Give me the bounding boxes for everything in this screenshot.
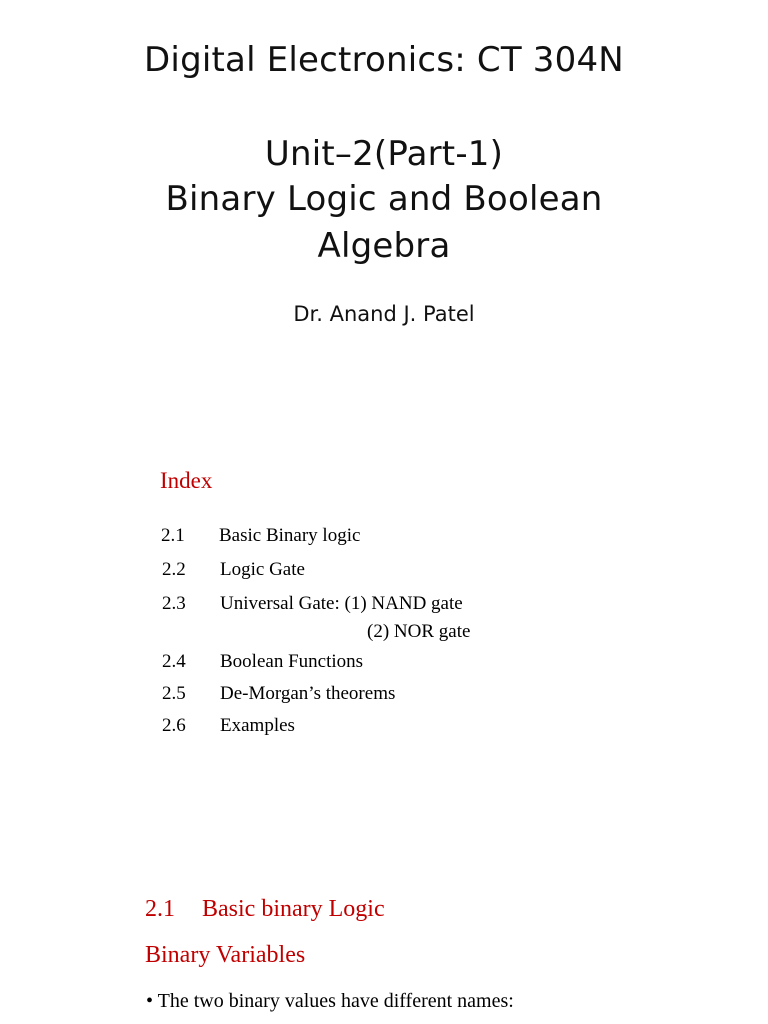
index-item — [162, 682, 395, 706]
index-item-number: 2.2 — [162, 559, 186, 580]
subtitle-line-2: Algebra — [317, 226, 451, 266]
index-item-label: Boolean Functions — [220, 651, 364, 672]
index-item-label: Basic Binary logic — [219, 525, 361, 546]
unit-title: Unit–2(Part-1) — [264, 134, 504, 174]
course-title: Digital Electronics: CT 304N — [144, 40, 624, 80]
index-item-label: Logic Gate — [220, 559, 305, 580]
index-item-number: 2.1 — [161, 525, 185, 546]
index-item-label: Examples — [220, 715, 295, 736]
index-item-label: Universal Gate: (1) NAND gate — [220, 593, 463, 614]
section-title: Basic binary Logic — [202, 896, 385, 922]
author-name: Dr. Anand J. Patel — [293, 302, 475, 326]
index-item — [162, 650, 363, 674]
index-item — [162, 558, 305, 582]
index-item-number: 2.5 — [162, 683, 186, 704]
bullet-marker: • — [146, 990, 154, 1012]
index-item-label: De-Morgan’s theorems — [220, 683, 396, 704]
subtitle-line-1: Binary Logic and Boolean — [165, 179, 603, 219]
index-slide — [0, 432, 768, 842]
sub-heading: Binary Variables — [145, 942, 306, 968]
section-heading — [145, 894, 385, 924]
bullet-item — [146, 988, 514, 1014]
index-item-number: 2.6 — [162, 715, 186, 736]
section-number: 2.1 — [145, 896, 175, 922]
index-item-number: 2.4 — [162, 651, 186, 672]
index-item — [162, 714, 295, 738]
index-item — [162, 592, 463, 616]
index-item-continuation: (2) NOR gate — [367, 621, 471, 642]
title-slide — [0, 0, 768, 430]
section-slide — [0, 850, 768, 1024]
bullet-text: The two binary values have different names: — [157, 990, 514, 1012]
index-heading: Index — [160, 468, 213, 493]
index-item-number: 2.3 — [162, 593, 186, 614]
index-item — [161, 524, 360, 548]
